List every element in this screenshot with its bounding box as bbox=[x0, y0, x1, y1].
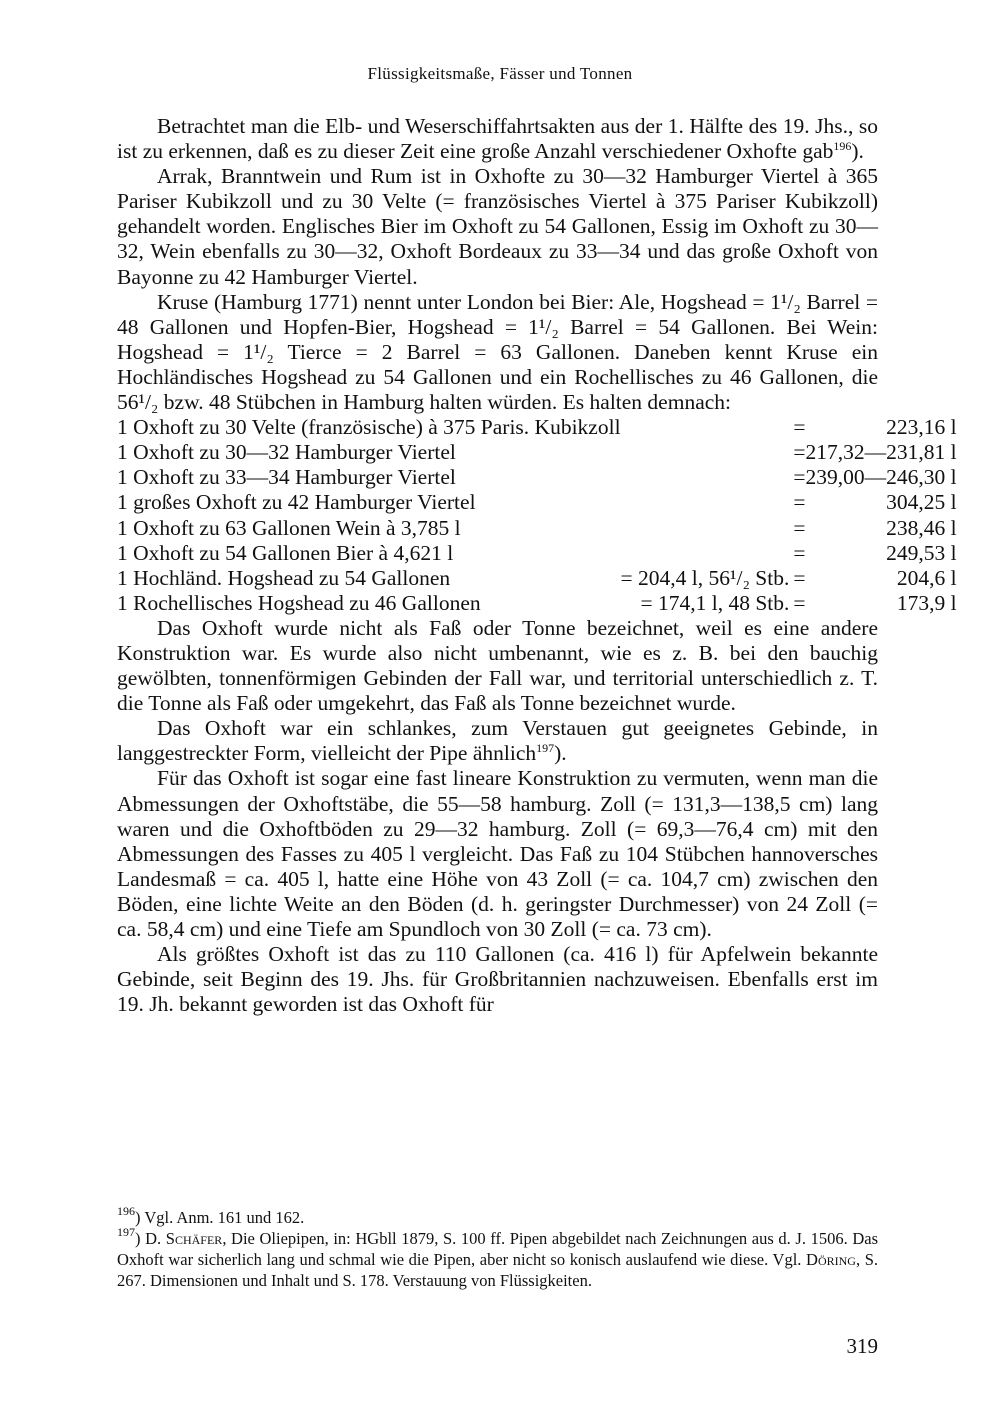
measure-value: 304,25 l bbox=[886, 490, 957, 515]
measure-equals: = bbox=[793, 465, 806, 490]
paragraph bbox=[117, 716, 878, 766]
page-number: 319 bbox=[846, 1334, 878, 1358]
measure-conversion: = 204,4 l, 56¹/₂ Stb. bbox=[620, 565, 790, 590]
measure-conversion bbox=[621, 465, 794, 490]
paragraph: Als größtes Oxhoft ist das zu 110 Gallonen (ca. 416 l) für Apfelwein bekannte Gebinde, seit Beginn des 19. Jhs. für Großbritannien nachzuweisen. Ebenfalls erst im 19. Jh. bekannt geworden ist das Oxhoft für bbox=[117, 942, 878, 1017]
measure-description: 1 Oxhoft zu 63 Gallonen Wein à 3,785 l bbox=[117, 515, 461, 540]
footnote bbox=[117, 1204, 878, 1228]
measure-equals: = bbox=[793, 415, 806, 440]
paragraph-text-end: ). bbox=[554, 741, 567, 766]
measure-conversion bbox=[621, 490, 794, 515]
measure-table bbox=[117, 415, 957, 616]
measure-row bbox=[117, 490, 957, 515]
paragraph-text: Betrachtet man die Elb- und Weserschiffahrtsakten aus der 1. Hälfte des 19. Jhs., so ist zu erkennen, daß es zu dieser Zeit eine große Anzahl verschiedener Oxhofte gab bbox=[117, 114, 878, 164]
measure-conversion bbox=[621, 440, 794, 465]
measure-conversion bbox=[621, 541, 794, 566]
measure-description: 1 großes Oxhoft zu 42 Hamburger Viertel bbox=[117, 490, 476, 515]
measure-description: 1 Oxhoft zu 33—34 Hamburger Viertel bbox=[117, 465, 456, 490]
measure-value: 239,00—246,30 l bbox=[805, 465, 957, 490]
measure-equals: = bbox=[793, 515, 806, 540]
measure-value: 173,9 l bbox=[896, 590, 957, 615]
footnote-ref: 197 bbox=[536, 741, 555, 756]
measure-conversion: = 174,1 l, 48 Stb. bbox=[640, 590, 790, 615]
measure-row bbox=[117, 541, 957, 566]
footnote-text: , Die Oliepipen, in: HGbll 1879, S. 100 ff. Pipen abgebildet nach Zeichnungen aus d. J. 1506. Das Oxhoft war sicherlich lang und schmal wie die Pipen, aber nicht so konisch auslaufend wie diese. Vgl. bbox=[117, 1229, 878, 1269]
measure-row bbox=[117, 566, 957, 591]
measure-equals: = bbox=[793, 490, 806, 515]
measure-description: 1 Rochellisches Hogshead zu 46 Gallonen bbox=[117, 590, 481, 615]
measure-equals: = bbox=[793, 440, 806, 465]
footnote-ref: 196 bbox=[833, 139, 852, 154]
measure-row bbox=[117, 465, 957, 490]
paragraph: Für das Oxhoft ist sogar eine fast lineare Konstruktion zu vermuten, wenn man die Abmessungen der Oxhoftstäbe, die 55—58 hamburg. Zoll (= 131,3—138,5 cm) lang waren und die Oxhoftböden zu 29—32 hamburg. Zoll (= 69,3—76,4 cm) mit den Abmessungen des Fasses zu 405 l vergleicht. Das Faß zu 104 Stübchen hannoversches Landesmaß = ca. 405 l, hatte eine Höhe von 43 Zoll (= ca. 104,7 cm) zwischen den Böden, eine lichte Weite an den Böden (d. h. geringster Durchmesser) von 24 Zoll (= ca. 58,4 cm) und eine Tiefe am Spundloch von 30 Zoll (= ca. 73 cm). bbox=[117, 766, 878, 941]
main-text bbox=[117, 114, 957, 1017]
measure-value: 217,32—231,81 l bbox=[805, 440, 957, 465]
measure-equals: = bbox=[793, 565, 806, 590]
measure-value: 204,6 l bbox=[896, 565, 957, 590]
paragraph: Das Oxhoft wurde nicht als Faß oder Tonne bezeichnet, weil es eine andere Konstruktion war. Es wurde also nicht umbenannt, wie es z. B. bei den bauchig gewölbten, tonnenförmigen Gebinden der Fall war, und territorial unterschiedlich z. T. die Tonne als Faß oder umgekehrt, das Faß als Tonne bezeichnet wurde. bbox=[117, 615, 878, 716]
measure-equals: = bbox=[793, 540, 806, 565]
footnote bbox=[117, 1225, 878, 1291]
footnote-author: Schäfer bbox=[165, 1229, 223, 1248]
measure-description: 1 Oxhoft zu 30—32 Hamburger Viertel bbox=[117, 440, 456, 465]
measure-value: 249,53 l bbox=[886, 540, 957, 565]
measure-row bbox=[117, 440, 957, 465]
paragraph-text-end: ). bbox=[851, 139, 864, 164]
footnote-number: 197 bbox=[117, 1225, 135, 1239]
measure-value: 223,16 l bbox=[886, 415, 957, 440]
measure-row bbox=[117, 516, 957, 541]
measure-description: 1 Oxhoft zu 30 Velte (französische) à 375 Paris. Kubikzoll bbox=[117, 415, 621, 440]
measure-row bbox=[117, 591, 957, 616]
paragraph: Kruse (Hamburg 1771) nennt unter London bei Bier: Ale, Hogshead = 1¹/₂ Barrel = 48 Gallonen und Hopfen-Bier, Hogshead = 1¹/₂ Barrel = 54 Gallonen. Bei Wein: Hogshead = 1¹/₂ Tierce = 2 Barrel = 63 Gallonen. Daneben kennt Kruse ein Hochländisches Hogshead zu 54 Gallonen und ein Rochellisches zu 46 Gallonen, die 56¹/₂ bzw. 48 Stübchen in Hamburg halten würden. Es halten demnach: bbox=[117, 289, 878, 415]
measure-description: 1 Hochländ. Hogshead zu 54 Gallonen bbox=[117, 565, 451, 590]
paragraph-text: Das Oxhoft war ein schlankes, zum Verstauen gut geeignetes Gebinde, in langgestreckter Form, vielleicht der Pipe ähnlich bbox=[117, 716, 878, 766]
footnotes bbox=[117, 1204, 878, 1291]
measure-conversion bbox=[621, 415, 794, 440]
measure-value: 238,46 l bbox=[886, 515, 957, 540]
measure-row bbox=[117, 415, 957, 440]
paragraph: Arrak, Branntwein und Rum ist in Oxhofte zu 30—32 Hamburger Viertel à 365 Pariser Kubikzoll und zu 30 Velte (= französisches Viertel à 375 Pariser Kubikzoll) gehandelt worden. Englisches Bier im Oxhoft zu 54 Gallonen, Essig im Oxhoft zu 30—32, Wein ebenfalls zu 30—32, Oxhoft Bordeaux zu 33—34 und das große Oxhoft von Bayonne zu 42 Hamburger Viertel. bbox=[117, 164, 878, 289]
measure-description: 1 Oxhoft zu 54 Gallonen Bier à 4,621 l bbox=[117, 540, 454, 565]
footnote-text: ) D. bbox=[135, 1229, 166, 1248]
footnote-author: Döring bbox=[806, 1250, 856, 1269]
footnote-text: ) Vgl. Anm. 161 und 162. bbox=[135, 1208, 305, 1227]
footnote-number: 196 bbox=[117, 1204, 135, 1218]
measure-conversion bbox=[621, 516, 794, 541]
paragraph bbox=[117, 114, 878, 164]
footnote-text: , S. 267. Dimensionen und Inhalt und S. 178. Verstauung von Flüssigkeiten. bbox=[117, 1250, 878, 1290]
running-head: Flüssigkeitsmaße, Fässer und Tonnen bbox=[367, 64, 633, 83]
measure-equals: = bbox=[793, 590, 806, 615]
